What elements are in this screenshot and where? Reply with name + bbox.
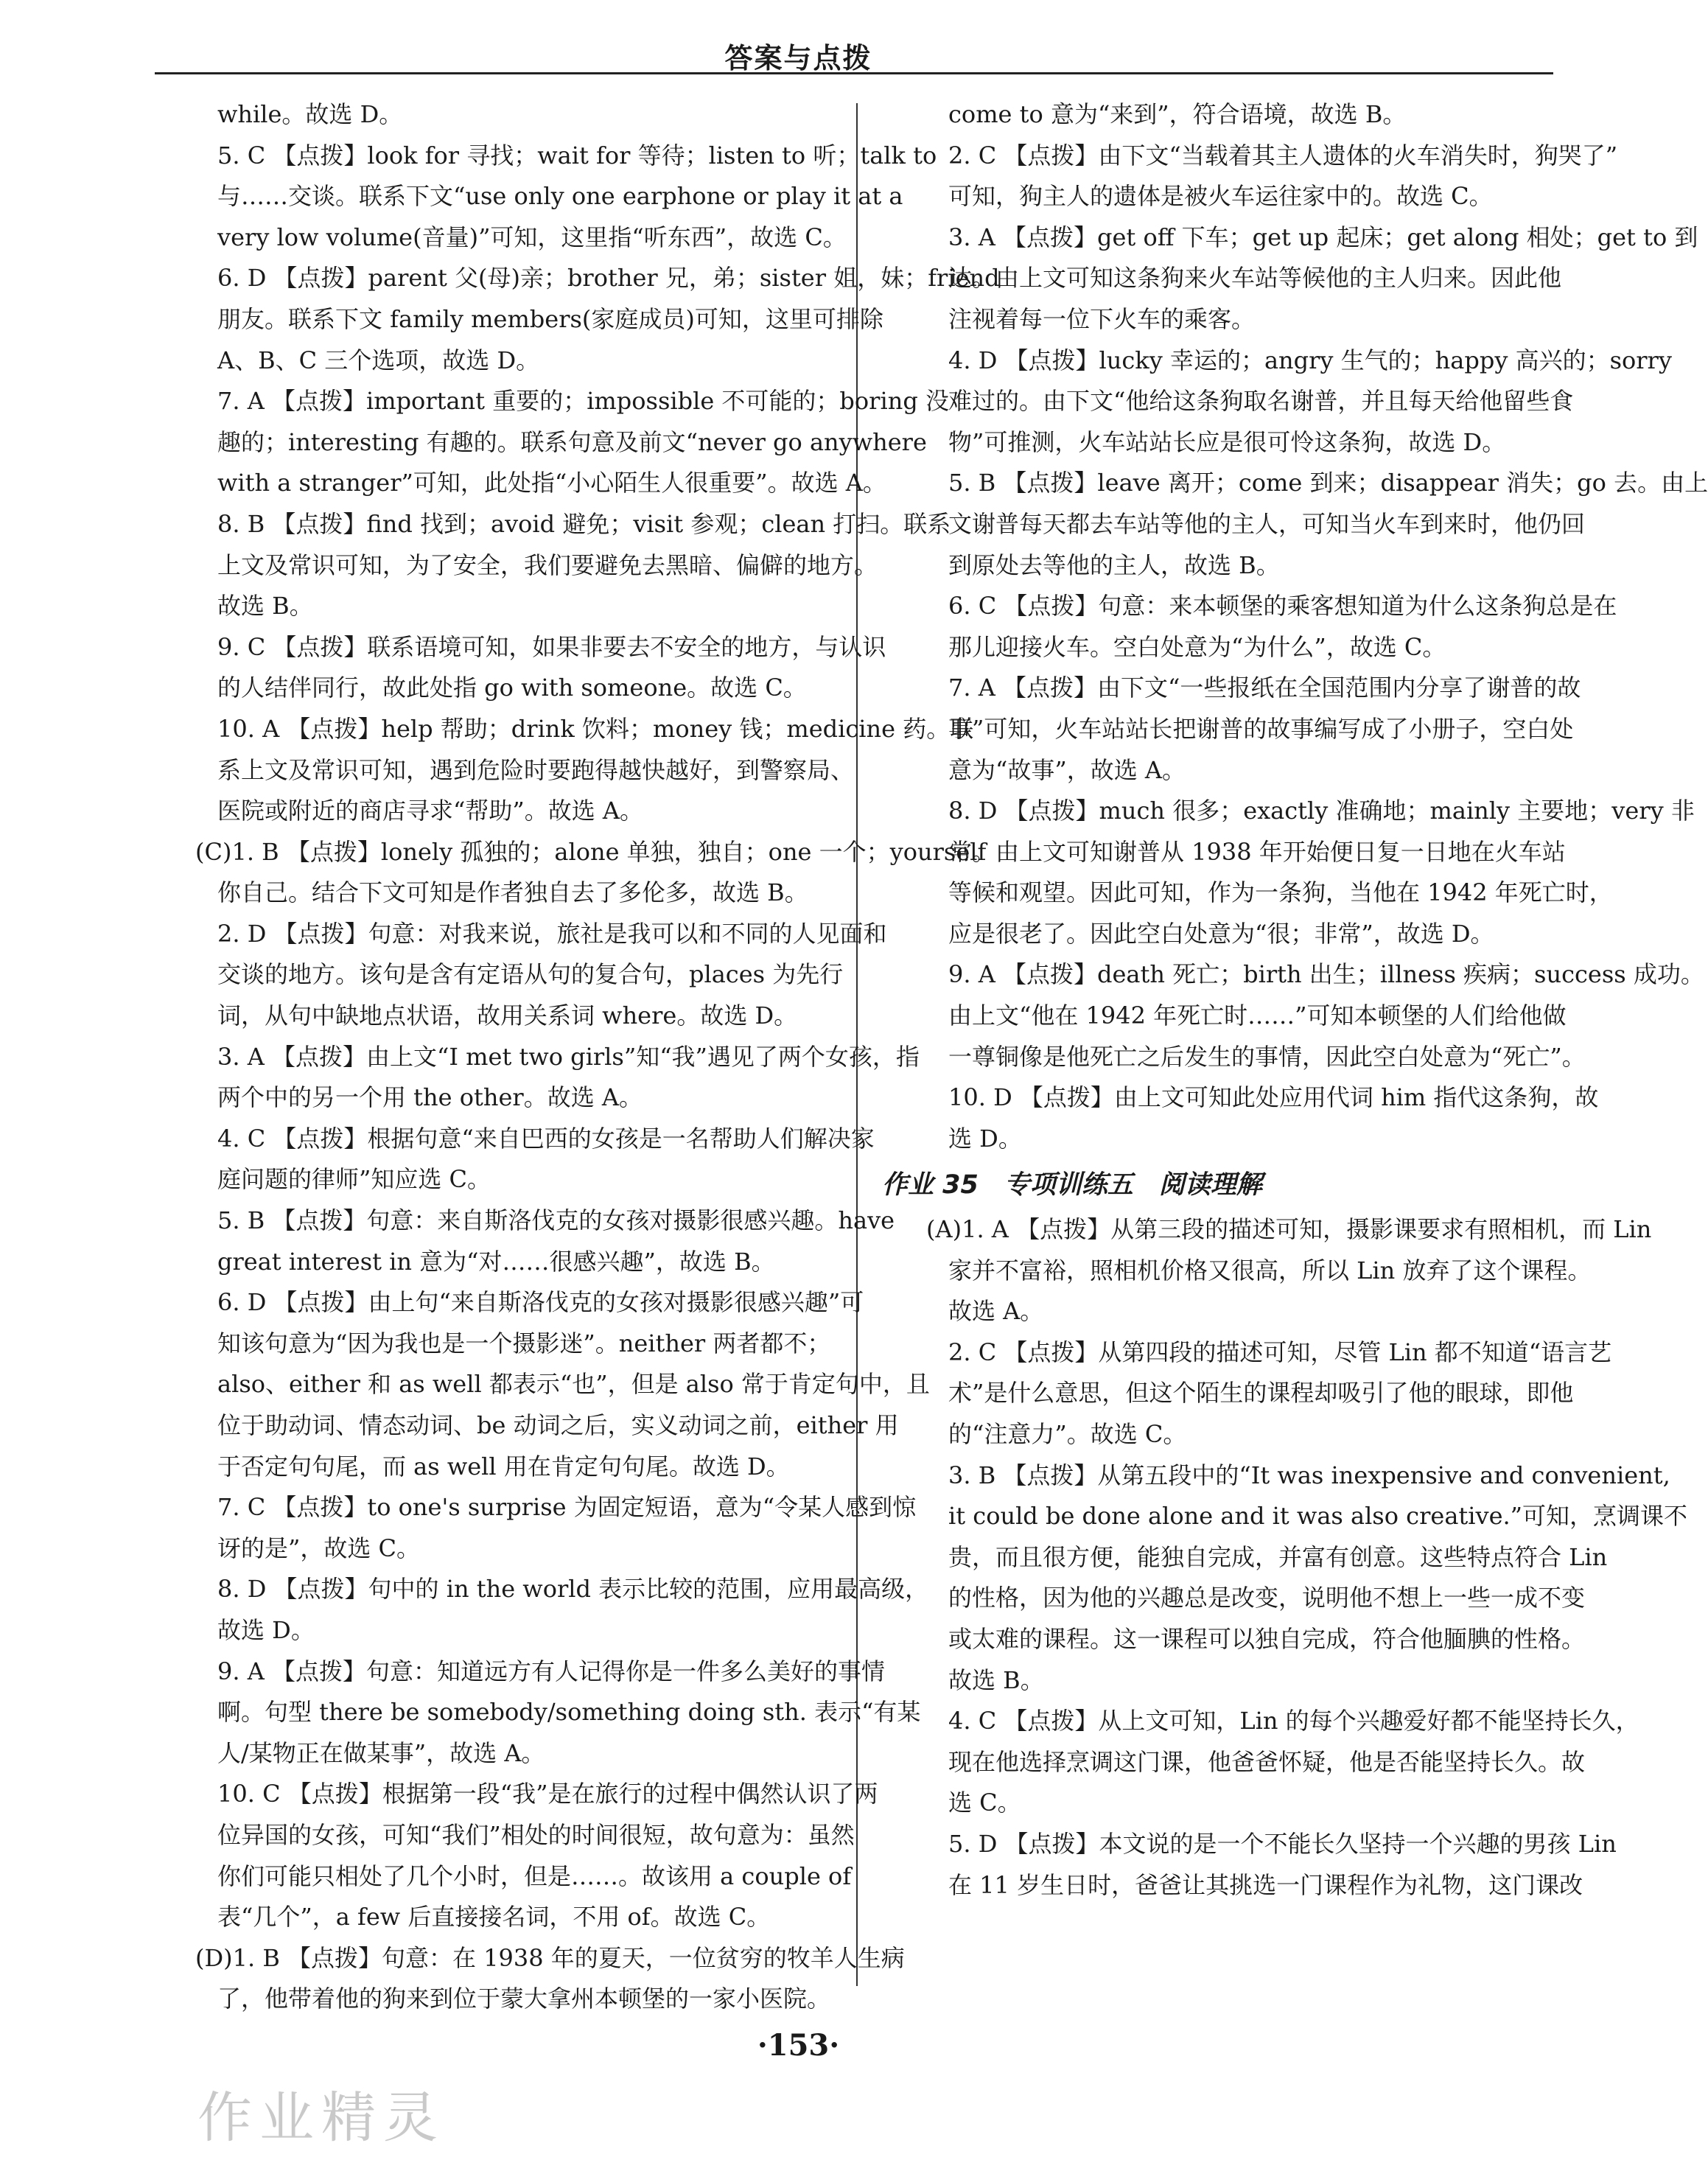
text-line: 医院或附近的商店寻求“帮助”。故选 A。 — [217, 797, 644, 825]
text-line: 9. A 【点拨】句意：知道远方有人记得你是一件多么美好的事情 — [217, 1657, 885, 1685]
text-line: 事”可知，火车站站长把谢普的故事编写成了小册子，空白处 — [948, 714, 1574, 743]
text-line: 了，他带着他的狗来到位于蒙大拿州本顿堡的一家小医院。 — [217, 1985, 831, 2013]
text-line: 等候和观望。因此可知，作为一条狗，当他在 1942 年死亡时， — [948, 878, 1613, 907]
page-header-title: 答案与点拨 — [724, 42, 872, 74]
text-line: (D)1. B 【点拨】句意：在 1938 年的夏天，一位贫穷的牧羊人生病 — [195, 1943, 905, 1972]
text-line: 6. C 【点拨】句意：来本顿堡的乘客想知道为什么这条狗总是在 — [948, 592, 1617, 620]
text-line: 你自己。结合下文可知是作者独自去了多伦多，故选 B。 — [217, 878, 808, 907]
text-line: 文谢普每天都去车站等他的主人，可知当火车到来时，他仍回 — [948, 509, 1586, 538]
text-line: 7. A 【点拨】由下文“一些报纸在全国范围内分享了谢普的故 — [948, 674, 1581, 702]
text-line: 常。由上文可知谢普从 1938 年开始便日复一日地在火车站 — [948, 837, 1566, 866]
text-line: 的性格，因为他的兴趣总是改变，说明他不想上一些一成不变 — [948, 1584, 1586, 1612]
text-line: A、B、C 三个选项，故选 D。 — [217, 346, 540, 374]
text-line: 7. A 【点拨】important 重要的；impossible 不可能的；boring 没 — [217, 387, 949, 416]
text-line: 贵，而且很方便，能独自完成，并富有创意。这些特点符合 Lin — [948, 1542, 1608, 1571]
text-line: (C)1. B 【点拨】lonely 孤独的；alone 单独，独自；one 一个；yourself — [195, 837, 987, 866]
text-line: 故选 A。 — [948, 1297, 1044, 1326]
text-line: 3. B 【点拨】从第五段中的“It was inexpensive and convenient, — [948, 1461, 1670, 1489]
text-line: 到原处去等他的主人，故选 B。 — [948, 550, 1280, 579]
text-line: 那儿迎接火车。空白处意为“为什么”，故选 C。 — [948, 632, 1446, 661]
text-line: 的“注意力”。故选 C。 — [948, 1420, 1187, 1448]
text-line: 系上文及常识可知，遇到危险时要跑得越快越好，到警察局、 — [217, 755, 855, 784]
text-line: while。故选 D。 — [217, 100, 403, 128]
text-line: 两个中的另一个用 the other。故选 A。 — [217, 1083, 643, 1112]
text-line: 你们可能只相处了几个小时，但是……。故该用 a couple of — [217, 1861, 852, 1890]
text-line: 庭问题的律师”知应选 C。 — [217, 1165, 491, 1194]
text-line: (A)1. A 【点拨】从第三段的描述可知，摄影课要求有照相机，而 Lin — [926, 1215, 1652, 1244]
text-line: 2. C 【点拨】由下文“当载着其主人遗体的火车消失时，狗哭了” — [948, 141, 1618, 169]
text-line: 应是很老了。因此空白处意为“很；非常”，故选 D。 — [948, 919, 1494, 948]
text-line: 知该句意为“因为我也是一个摄影迷”。neither 两者都不； — [217, 1329, 831, 1357]
text-line: come to 意为“来到”，符合语境，故选 B。 — [948, 100, 1407, 128]
header-divider — [155, 72, 1553, 74]
text-line: 5. B 【点拨】leave 离开；come 到来；disappear 消失；go 去。由上 — [948, 469, 1708, 497]
text-line: 6. D 【点拨】由上句“来自斯洛伐克的女孩对摄影很感兴趣”可 — [217, 1288, 864, 1317]
text-line: 10. D 【点拨】由上文可知此处应用代词 him 指代这条狗，故 — [948, 1083, 1599, 1112]
text-line: 10. A 【点拨】help 帮助；drink 饮料；money 钱；medicine 药。联 — [217, 714, 974, 743]
text-line: 的人结伴同行，故此处指 go with someone。故选 C。 — [217, 674, 807, 702]
text-line: 5. C 【点拨】look for 寻找；wait for 等待；listen to 听；talk to — [217, 141, 937, 169]
text-line: 3. A 【点拨】由上文“I met two girls”知“我”遇见了两个女孩，指 — [217, 1042, 920, 1071]
text-line: 注视着每一位下火车的乘客。 — [948, 304, 1256, 333]
text-line: 6. D 【点拨】parent 父(母)亲；brother 兄，弟；sister 姐，妹；friend — [217, 264, 1000, 293]
text-line: 4. D 【点拨】lucky 幸运的；angry 生气的；happy 高兴的；sorry — [948, 346, 1672, 374]
text-line: 表“几个”，a few 后直接接名词，不用 of。故选 C。 — [217, 1903, 771, 1931]
text-line: 上文及常识可知，为了安全，我们要避免去黑暗、偏僻的地方。 — [217, 550, 878, 579]
text-line: 意为“故事”，故选 A。 — [948, 755, 1186, 784]
text-line: 4. C 【点拨】根据句意“来自巴西的女孩是一名帮助人们解决家 — [217, 1124, 875, 1153]
text-line: 故选 D。 — [217, 1615, 315, 1644]
text-line: 选 C。 — [948, 1789, 1021, 1817]
text-line: 或太难的课程。这一课程可以独自完成，符合他腼腆的性格。 — [948, 1624, 1586, 1653]
text-line: 故选 B。 — [948, 1665, 1044, 1694]
text-line: 难过的。由下文“他给这条狗取名谢普，并且每天给他留些食 — [948, 387, 1574, 416]
text-line: 啊。句型 there be somebody/something doing sth. 表示“有某 — [217, 1698, 921, 1727]
text-line: also、either 和 as well 都表示“也”，但是 also 常于肯定句中，且 — [217, 1370, 930, 1399]
text-line: 趣的；interesting 有趣的。联系句意及前文“never go anywhere — [217, 427, 927, 456]
text-line: 10. C 【点拨】根据第一段“我”是在旅行的过程中偶然认识了两 — [217, 1780, 878, 1808]
text-line: great interest in 意为“对……很感兴趣”，故选 B。 — [217, 1247, 775, 1276]
text-line: 5. B 【点拨】句意：来自斯洛伐克的女孩对摄影很感兴趣。have — [217, 1206, 895, 1235]
text-line: 于否定句句尾，而 as well 用在肯定句句尾。故选 D。 — [217, 1452, 790, 1480]
text-line: 2. D 【点拨】句意：对我来说，旅社是我可以和不同的人见面和 — [217, 919, 887, 948]
text-line: 位异国的女孩，可知“我们”相处的时间很短，故句意为：虽然 — [217, 1820, 855, 1849]
text-line: 讶的是”，故选 C。 — [217, 1534, 421, 1562]
text-line: 一尊铜像是他死亡之后发生的事情，因此空白处意为“死亡”。 — [948, 1042, 1586, 1071]
text-line: 在 11 岁生日时，爸爸让其挑选一门课程作为礼物，这门课改 — [948, 1870, 1583, 1899]
text-line: 人/某物正在做某事”，故选 A。 — [217, 1738, 545, 1767]
text-line: 达。由上文可知这条狗来火车站等候他的主人归来。因此他 — [948, 264, 1562, 293]
text-line: 朋友。联系下文 family members(家庭成员)可知，这里可排除 — [217, 304, 883, 333]
text-line: 5. D 【点拨】本文说的是一个不能长久坚持一个兴趣的男孩 Lin — [948, 1829, 1617, 1858]
text-line: 可知，狗主人的遗体是被火车运往家中的。故选 C。 — [948, 182, 1493, 211]
right-column — [882, 94, 1708, 1906]
watermark: 作业精灵 — [197, 2086, 445, 2150]
left-column — [151, 94, 1000, 2020]
text-line: it could be done alone and it was also creative.”可知，烹调课不 — [948, 1502, 1688, 1531]
text-line: 家并不富裕，照相机价格又很高，所以 Lin 放弃了这个课程。 — [948, 1256, 1592, 1284]
text-line: 4. C 【点拨】从上文可知，Lin 的每个兴趣爱好都不能坚持长久， — [948, 1707, 1639, 1735]
text-line: 8. D 【点拨】句中的 in the world 表示比较的范围，应用最高级， — [217, 1575, 929, 1604]
text-line: 故选 B。 — [217, 592, 313, 620]
text-line: 9. C 【点拨】联系语境可知，如果非要去不安全的地方，与认识 — [217, 632, 886, 661]
text-line: 3. A 【点拨】get off 下车；get up 起床；get along 相处；get to 到 — [948, 223, 1698, 251]
text-line: 词，从句中缺地点状语，故用关系词 where。故选 D。 — [217, 1001, 798, 1030]
text-line: 8. D 【点拨】much 很多；exactly 准确地；mainly 主要地；very 非 — [948, 797, 1695, 825]
section-title: 作业 35 专项训练五 阅读理解 — [882, 1170, 1262, 1200]
text-line: 物”可推测，火车站站长应是很可怜这条狗，故选 D。 — [948, 427, 1506, 456]
text-line: 现在他选择烹调这门课，他爸爸怀疑，他是否能坚持长久。故 — [948, 1747, 1586, 1776]
text-line: 与……交谈。联系下文“use only one earphone or play it at a — [217, 182, 903, 211]
text-line: 7. C 【点拨】to one's surprise 为固定短语，意为“令某人感到惊 — [217, 1493, 917, 1522]
text-line: with a stranger”可知，此处指“小心陌生人很重要”。故选 A。 — [217, 469, 886, 497]
text-line: 选 D。 — [948, 1124, 1022, 1153]
text-line: 8. B 【点拨】find 找到；avoid 避免；visit 参观；clean 打扫。联系 — [217, 509, 951, 538]
text-line: 2. C 【点拨】从第四段的描述可知，尽管 Lin 都不知道“语言艺 — [948, 1338, 1612, 1366]
page-number: ·153· — [757, 2028, 840, 2063]
text-line: 9. A 【点拨】death 死亡；birth 出生；illness 疾病；success 成功。 — [948, 960, 1704, 989]
text-line: 交谈的地方。该句是含有定语从句的复合句，places 为先行 — [217, 960, 844, 989]
text-line: 术”是什么意思，但这个陌生的课程却吸引了他的眼球，即他 — [948, 1379, 1574, 1408]
right-column-answers-d — [882, 94, 1708, 1159]
text-line: 位于助动词、情态动词、be 动词之后，实义动词之前，either 用 — [217, 1411, 899, 1439]
right-column-answers-35 — [882, 1209, 1688, 1906]
text-line: 由上文“他在 1942 年死亡时……”可知本顿堡的人们给他做 — [948, 1001, 1567, 1030]
text-line: very low volume(音量)”可知，这里指“听东西”，故选 C。 — [217, 223, 847, 251]
